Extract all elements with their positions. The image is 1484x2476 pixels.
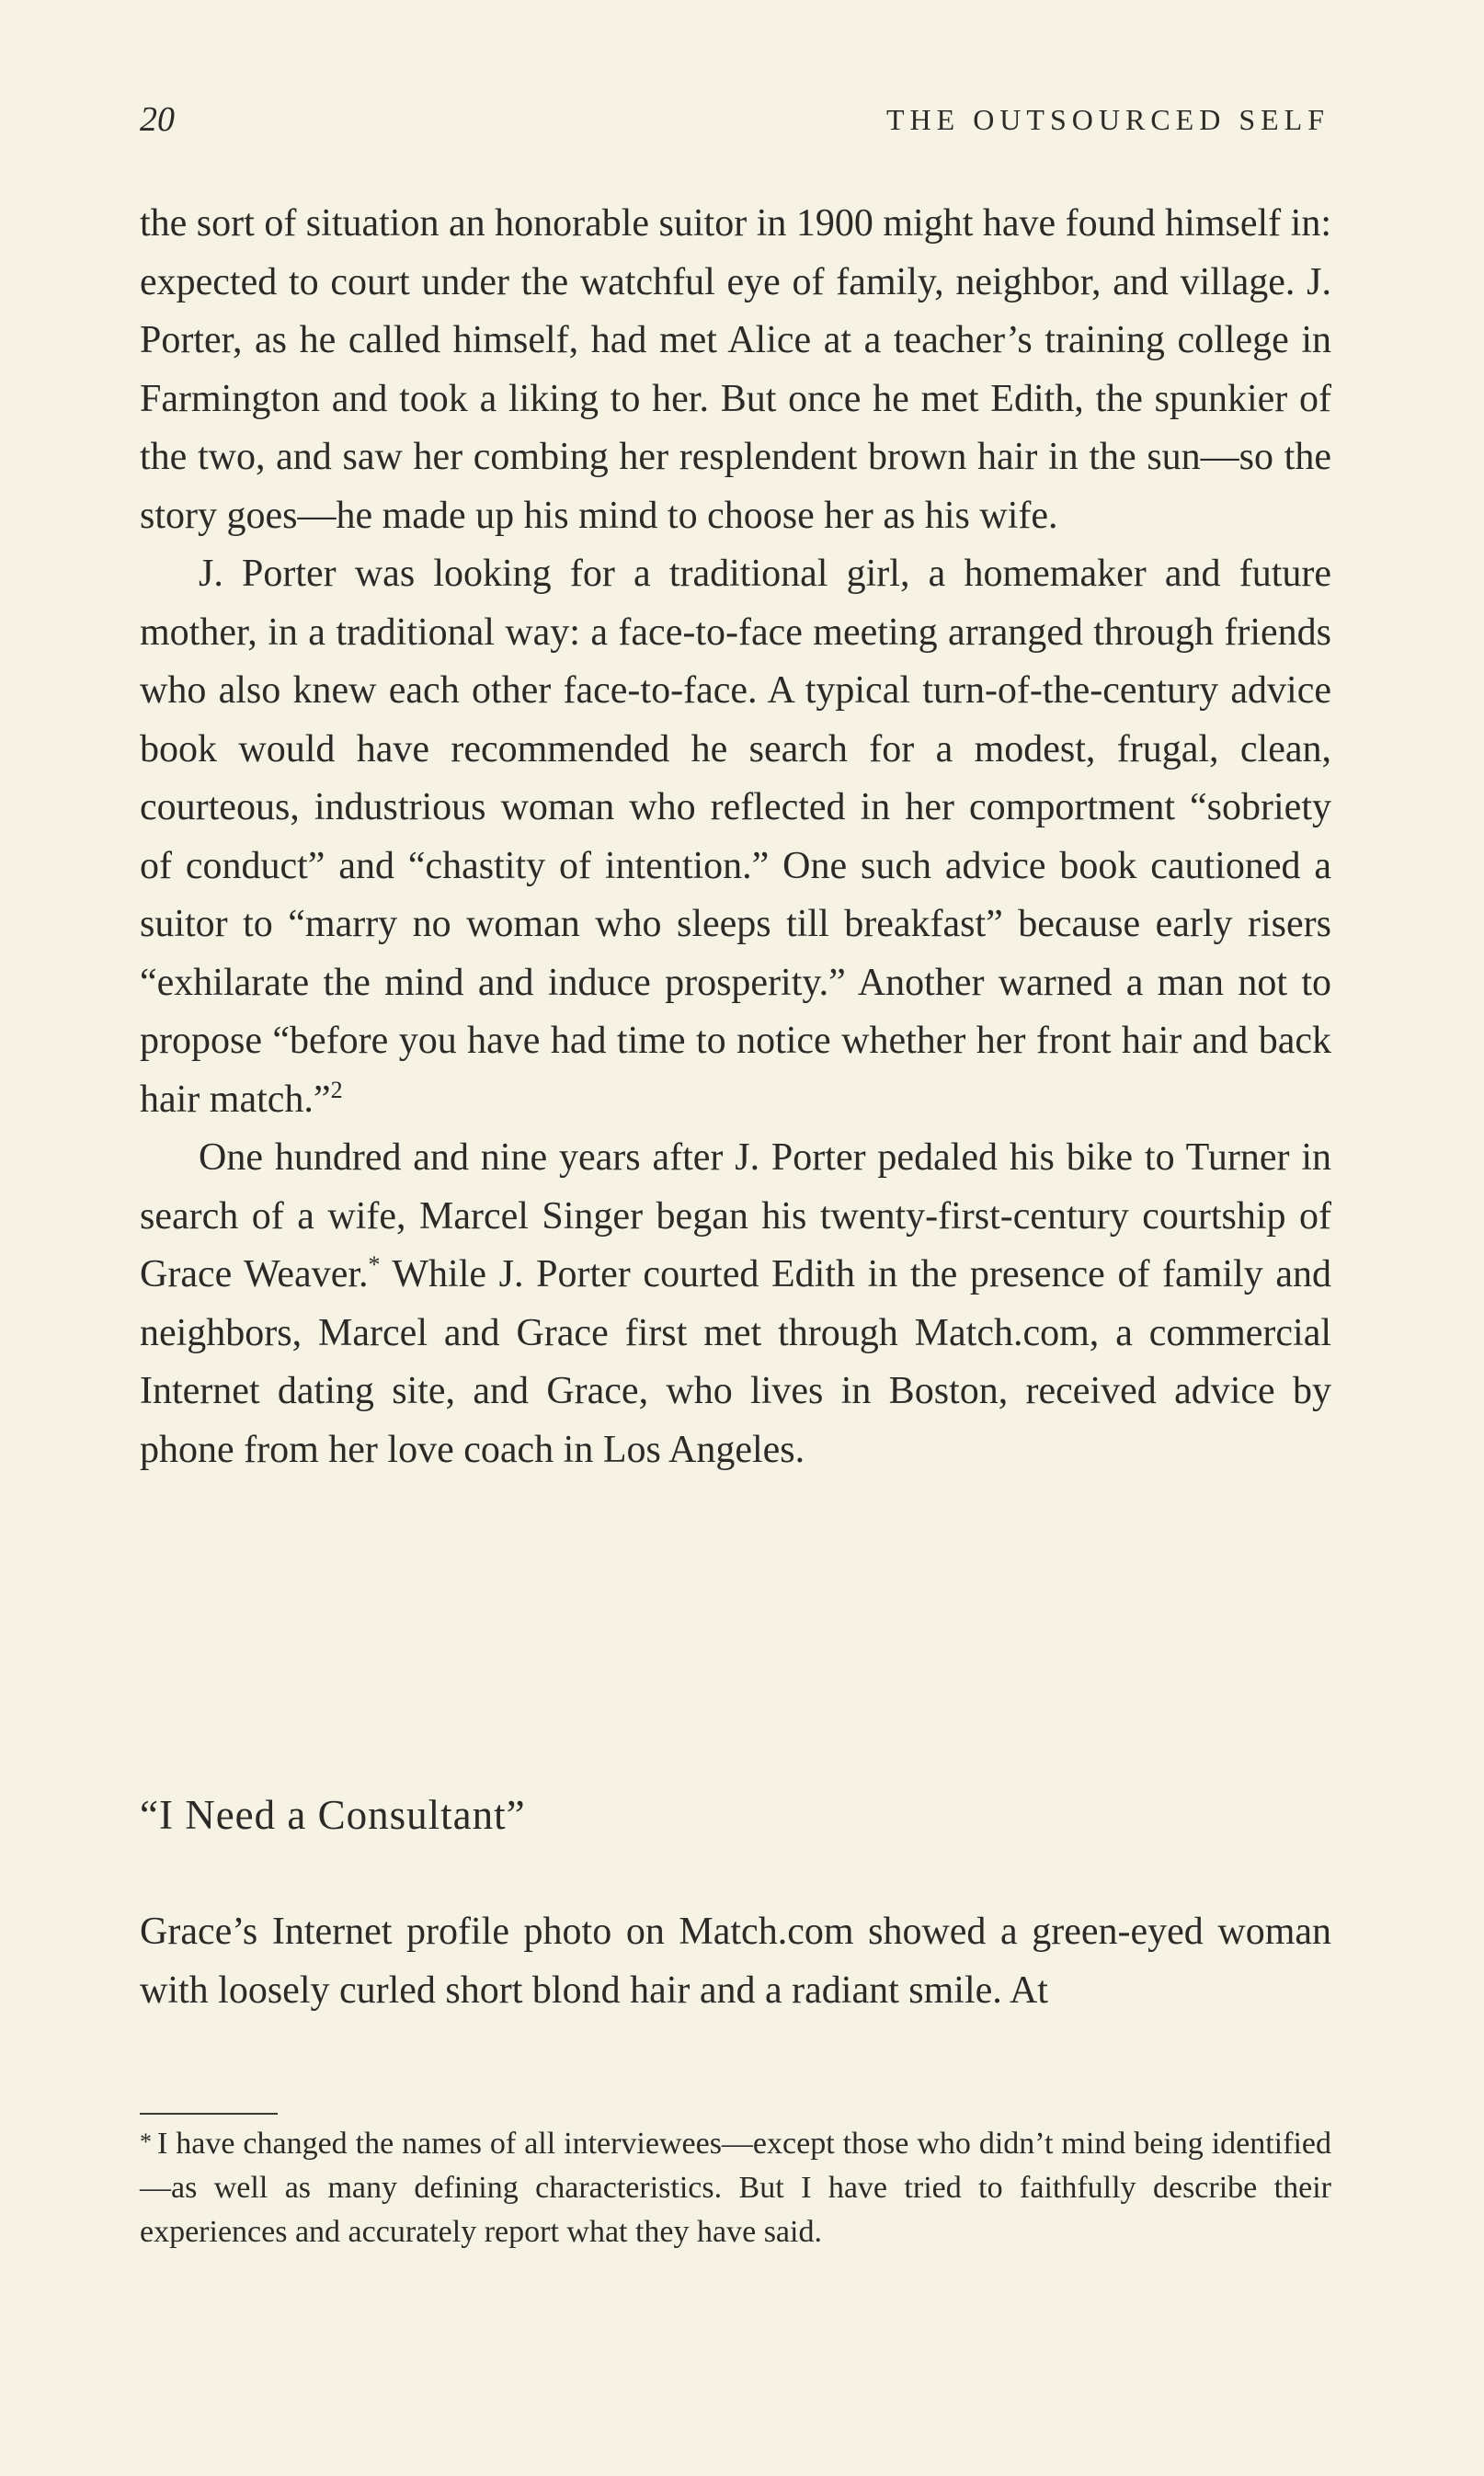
section-heading: “I Need a Consultant” (140, 1792, 526, 1838)
paragraph-1-text: the sort of situation an honorable suitor in 1900 might have found himself in: expected to court under the watchful eye of family, neighbor, and village. J. Porter, as he called himself, had met Alice at a teacher’s training college in Farmington and took a liking to her. But once he met Edith, the spunkier of the two, and saw her combing her resplendent brown hair in the sun—so the story goes—he made up his mind to choose her as his wife. (140, 202, 1331, 537)
paragraph-1 (140, 195, 1331, 545)
footnote (140, 2120, 1331, 2254)
footnote-reference: * (368, 1251, 381, 1278)
book-title: THE OUTSOURCED SELF (885, 103, 1330, 136)
paragraph-3-text-before: One hundred and nine years after J. Porter pedaled his bike to Turner in search of a wife, Marcel Singer began his twenty-first-century courtship of Grace Weaver. (140, 1136, 1331, 1295)
paragraph-3-text-after: While J. Porter courted Edith in the presence of family and neighbors, Marcel and Grace first met through Match.com, a commercial Internet dating site, and Grace, who lives in Boston, received advice by phone from her love coach in Los Angeles. (140, 1253, 1331, 1471)
endnote-reference: 2 (330, 1076, 343, 1103)
paragraph-2-text: J. Porter was looking for a traditional girl, a homemaker and future mother, in a traditional way: a face-to-face meeting arranged through friends who also knew each other face-to-face. A typical turn-of-the-century advice book would have recommended he search for a modest, frugal, clean, courteous, industrious woman who reflected in her comportment “sobriety of conduct” and “chastity of intention.” One such advice book cautioned a suitor to “marry no woman who sleeps till breakfast” because early risers “exhilarate the mind and induce prosperity.” Another warned a man not to propose “before you have had time to notice whether her front hair and back hair match.” (140, 553, 1331, 1121)
section-paragraph: Grace’s Internet profile photo on Match.com showed a green-eyed woman with loosely curled short blond hair and a radiant smile. At (140, 1911, 1331, 2012)
running-head (140, 99, 1330, 154)
section-body (140, 1903, 1331, 2020)
footnote-text: I have changed the names of all interviewees—except those who didn’t mind being identified—as well as many defining characteristics. But I have tried to faithfully describe their experiences and accurately report what they have said. (140, 2127, 1331, 2249)
paragraph-2 (140, 545, 1331, 1129)
footnote-divider (140, 2113, 278, 2115)
paragraph-3 (140, 1129, 1331, 1479)
footnote-marker: * (140, 2128, 152, 2155)
body-text (140, 195, 1331, 1479)
page-number: 20 (140, 100, 175, 139)
